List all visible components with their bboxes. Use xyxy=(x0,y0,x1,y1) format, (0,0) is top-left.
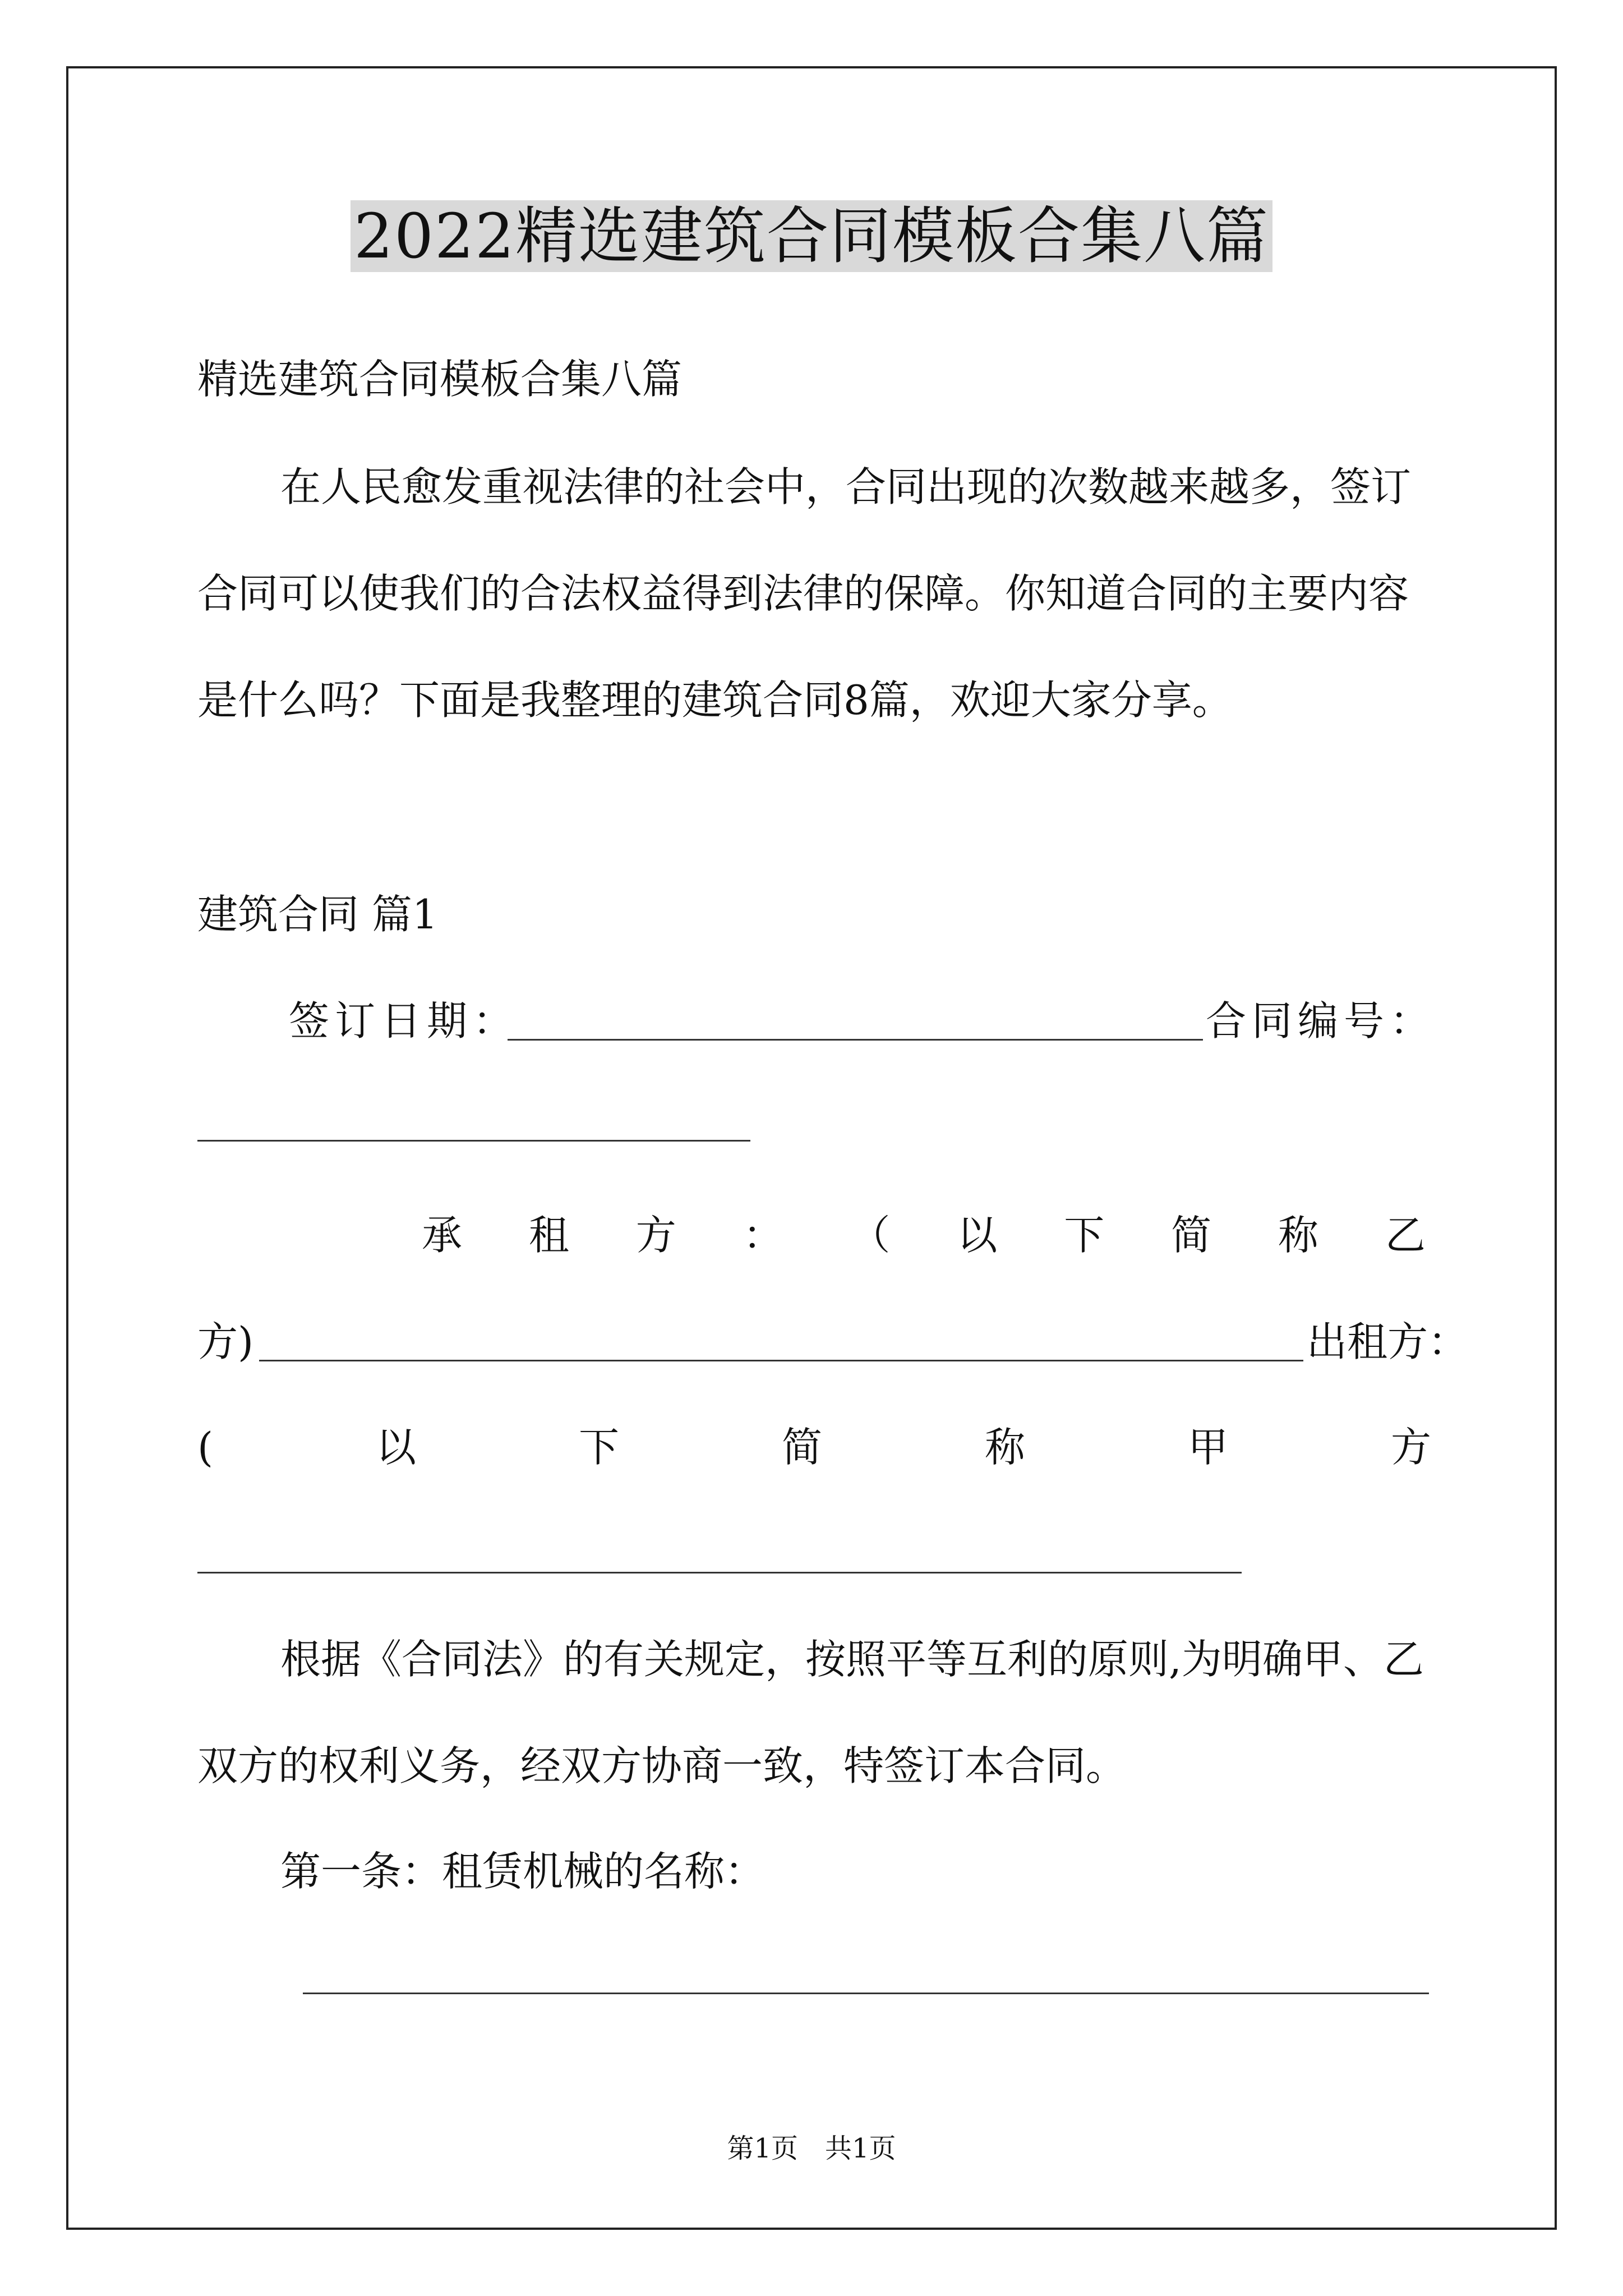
lessor-char: 称 xyxy=(985,1424,1026,1471)
subtitle: 精选建筑合同模板合集八篇 xyxy=(197,356,683,403)
document-title xyxy=(0,194,1623,278)
lessee-line xyxy=(422,1207,1426,1263)
lessee-char: （ xyxy=(850,1212,891,1259)
sign-date-label: 签订日期： xyxy=(289,997,519,1045)
lessor-char: 以 xyxy=(376,1424,417,1471)
lessee-char: 称 xyxy=(1278,1212,1319,1259)
intro-line-3: 是什么吗？下面是我整理的建筑合同8篇，欢迎大家分享。 xyxy=(197,677,1233,724)
lessee-field[interactable] xyxy=(259,1360,1303,1361)
lessor-field[interactable] xyxy=(197,1572,1242,1573)
article-1: 第一条：租赁机械的名称： xyxy=(280,1848,766,1895)
lessor-char: ( xyxy=(197,1424,214,1471)
page-footer: 第1页 共1页 xyxy=(727,2133,896,2164)
intro-line-1: 在人民愈发重视法律的社会中，合同出现的次数越来越多，签订 xyxy=(280,463,1412,510)
lessee-char: 以 xyxy=(957,1212,998,1259)
equipment-name-field[interactable] xyxy=(303,1993,1429,1994)
sign-date-field[interactable] xyxy=(508,1039,1203,1041)
section-heading: 建筑合同 篇1 xyxy=(197,891,438,938)
lessee-char: 方 xyxy=(635,1212,676,1259)
lessor-char: 甲 xyxy=(1188,1424,1229,1471)
lessor-char: 下 xyxy=(579,1424,620,1471)
basis-line-1: 根据《合同法》的有关规定，按照平等互利的原则,为明确甲、乙 xyxy=(280,1636,1424,1683)
lessee-end: 方) xyxy=(197,1318,254,1365)
lessee-char: 承 xyxy=(422,1212,463,1259)
lessor-label: 出租方： xyxy=(1307,1318,1469,1365)
contract-number-field[interactable] xyxy=(197,1140,750,1142)
lessee-char: 租 xyxy=(528,1212,569,1259)
document-title-text: 2022精选建筑合同模板合集八篇 xyxy=(351,200,1272,272)
contract-number-label: 合同编号： xyxy=(1206,997,1436,1045)
lessee-char: 简 xyxy=(1171,1212,1212,1259)
lessee-char: ： xyxy=(743,1212,783,1259)
lessor-char: 方 xyxy=(1390,1424,1431,1471)
lessee-char: 乙 xyxy=(1385,1212,1426,1259)
basis-line-2: 双方的权利义务，经双方协商一致，特签订本合同。 xyxy=(197,1742,1127,1789)
lessee-char: 下 xyxy=(1064,1212,1105,1259)
intro-line-2: 合同可以使我们的合法权益得到法律的保障。你知道合同的主要内容 xyxy=(197,570,1409,617)
lessor-char: 简 xyxy=(782,1424,823,1471)
lessor-line xyxy=(197,1419,1431,1475)
